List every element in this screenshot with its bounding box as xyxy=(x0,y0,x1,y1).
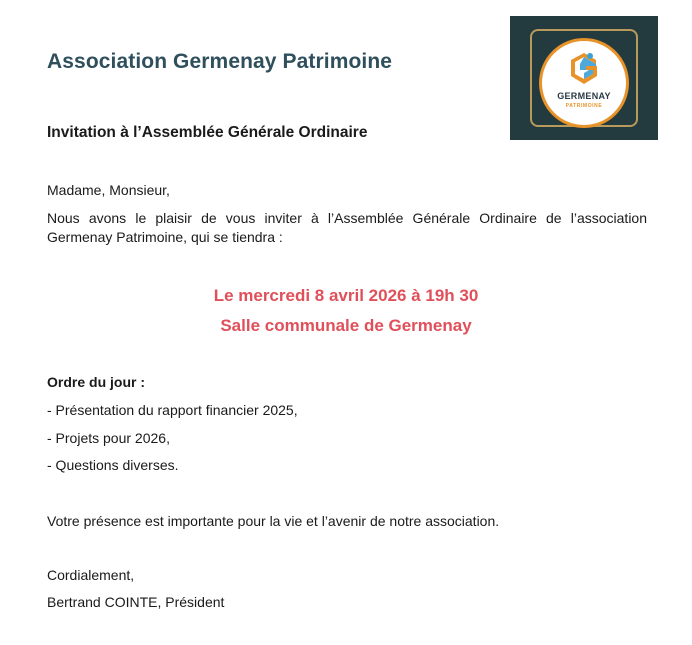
agenda-title: Ordre du jour : xyxy=(47,374,145,390)
sign-off: Cordialement, xyxy=(47,567,135,583)
logo-badge xyxy=(539,38,629,128)
event-date: Le mercredi 8 avril 2026 à 19h 30 xyxy=(213,286,479,305)
agenda-item: - Questions diverses. xyxy=(47,457,179,473)
intro-paragraph: Nous avons le plaisir de vous inviter à l’Assemblée Générale Ordinaire de l’association Germenay Patrimoine, qui se tiendra : xyxy=(47,210,647,245)
logo-subtitle: PATRIMOINE xyxy=(565,103,603,109)
location-pin-icon xyxy=(566,51,602,87)
agenda-item: - Projets pour 2026, xyxy=(47,430,170,446)
logo xyxy=(510,16,658,140)
agenda-item: - Présentation du rapport financier 2025, xyxy=(47,402,298,418)
organization-title: Association Germenay Patrimoine xyxy=(47,50,393,73)
signature: Bertrand COINTE, Président xyxy=(47,594,225,610)
letter-subject: Invitation à l’Assemblée Générale Ordinaire xyxy=(47,124,368,141)
closing-note: Votre présence est importante pour la vie et l’avenir de notre association. xyxy=(47,513,500,529)
logo-name: GERMENAY xyxy=(557,91,611,101)
salutation: Madame, Monsieur, xyxy=(47,182,170,198)
event-place: Salle communale de Germenay xyxy=(220,316,472,335)
